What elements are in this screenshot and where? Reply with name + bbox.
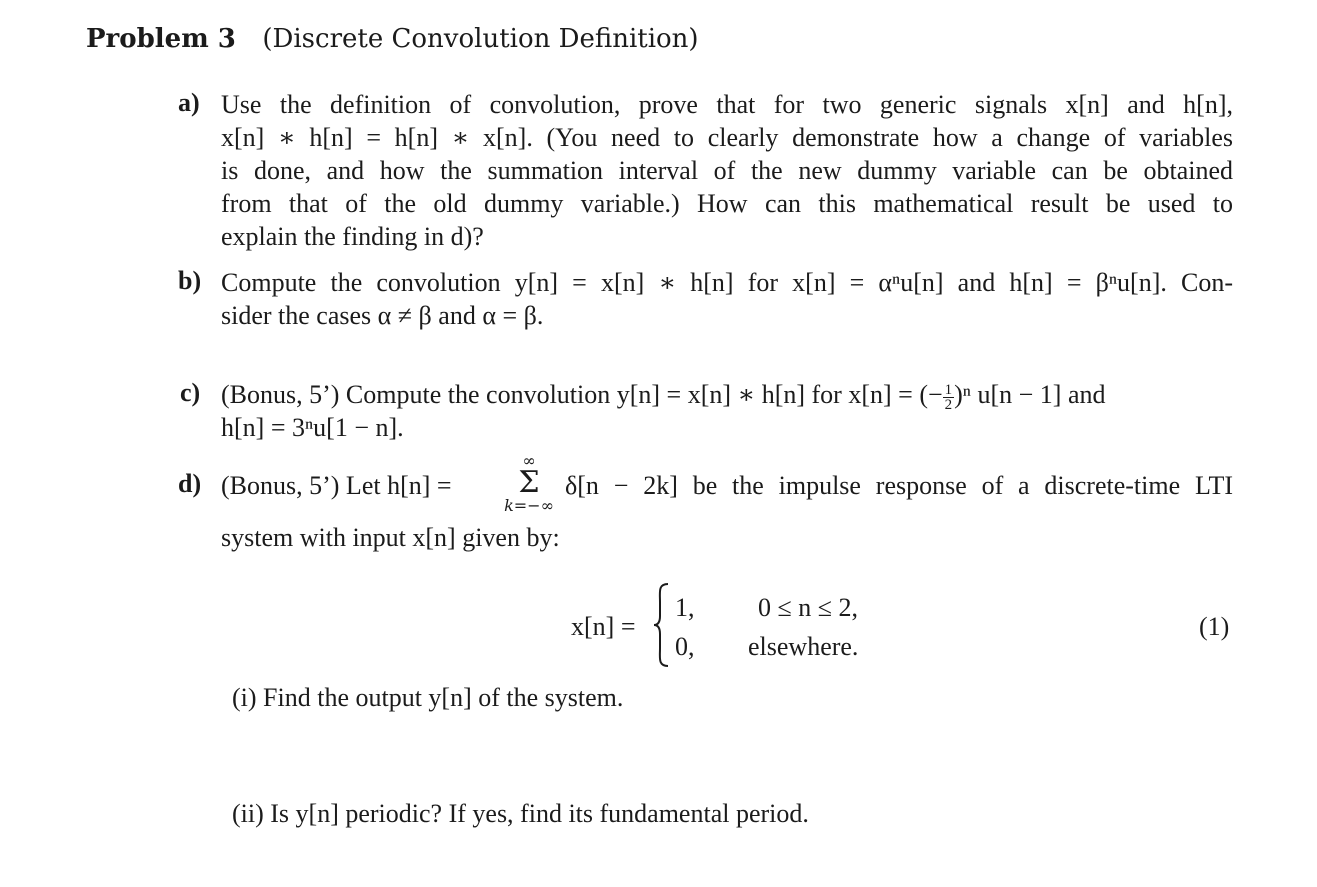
part-d-line-1-suffix-text: δ[n − 2k] be the impulse response of a discrete-time LTI bbox=[565, 471, 1233, 500]
part-d-label: d) bbox=[178, 469, 202, 498]
equation-lhs: x[n] = bbox=[571, 612, 636, 641]
subpart-i: (i) Find the output y[n] of the system. bbox=[232, 683, 624, 712]
problem-title: (Discrete Convolution Definition) bbox=[262, 24, 699, 54]
fraction-denominator: 2 bbox=[944, 396, 953, 413]
part-b-label: b) bbox=[178, 266, 202, 295]
part-b-line: Compute the convolution y[n] = x[n] ∗ h[n] for x[n] = αⁿu[n] and h[n] = βⁿu[n]. Con- bbox=[221, 268, 1233, 297]
part-a-line: Use the definition of convolution, prove that for two generic signals x[n] and h[n], bbox=[221, 90, 1233, 119]
case-1-condition: 0 ≤ n ≤ 2, bbox=[758, 593, 859, 622]
case-1-value: 1, bbox=[675, 593, 695, 622]
case-2-condition: elsewhere. bbox=[748, 632, 859, 661]
part-c-text bbox=[221, 378, 1233, 444]
part-c-label: c) bbox=[180, 378, 201, 407]
part-a-text bbox=[221, 88, 1233, 253]
part-b-line: sider the cases α ≠ β and α = β. bbox=[221, 301, 544, 330]
sum-upper-limit: ∞ bbox=[522, 451, 536, 470]
part-a-label: a) bbox=[178, 88, 200, 117]
sum-lower-limit: k=−∞ bbox=[504, 496, 554, 515]
part-c-line-1-suffix: )ⁿ u[n − 1] and bbox=[954, 380, 1106, 409]
part-c-line-1 bbox=[221, 378, 1233, 411]
sum-symbol: Σ bbox=[518, 465, 540, 500]
part-a-line: is done, and how the summation interval of the new dummy variable can be obtained bbox=[221, 156, 1233, 185]
subpart-ii: (ii) Is y[n] periodic? If yes, find its fundamental period. bbox=[232, 799, 809, 828]
part-d-line-1-prefix: (Bonus, 5’) Let h[n] = bbox=[221, 471, 452, 500]
part-c-line-1-prefix: (Bonus, 5’) Compute the convolution y[n] = x[n] ∗ h[n] for x[n] = (− bbox=[221, 380, 943, 409]
part-d-line-2: system with input x[n] given by: bbox=[221, 523, 560, 552]
equation-brace bbox=[652, 582, 672, 672]
one-half-fraction bbox=[943, 383, 955, 412]
case-2-value: 0, bbox=[675, 632, 695, 661]
equation-number: (1) bbox=[1199, 612, 1230, 641]
problem-heading bbox=[86, 24, 699, 54]
part-a-line: x[n] ∗ h[n] = h[n] ∗ x[n]. (You need to clearly demonstrate how a change of variables bbox=[221, 123, 1233, 152]
part-a-line: from that of the old dummy variable.) How can this mathematical result be used to bbox=[221, 189, 1233, 218]
fraction-numerator: 1 bbox=[944, 381, 953, 398]
problem-label: Problem 3 bbox=[86, 24, 236, 54]
part-d-line-1-suffix bbox=[565, 469, 1233, 502]
part-b-text bbox=[221, 266, 1233, 332]
part-c-line-2: h[n] = 3ⁿu[1 − n]. bbox=[221, 413, 404, 442]
summation bbox=[494, 452, 564, 516]
left-brace-icon bbox=[652, 582, 672, 668]
part-a-line: explain the finding in d)? bbox=[221, 222, 484, 251]
